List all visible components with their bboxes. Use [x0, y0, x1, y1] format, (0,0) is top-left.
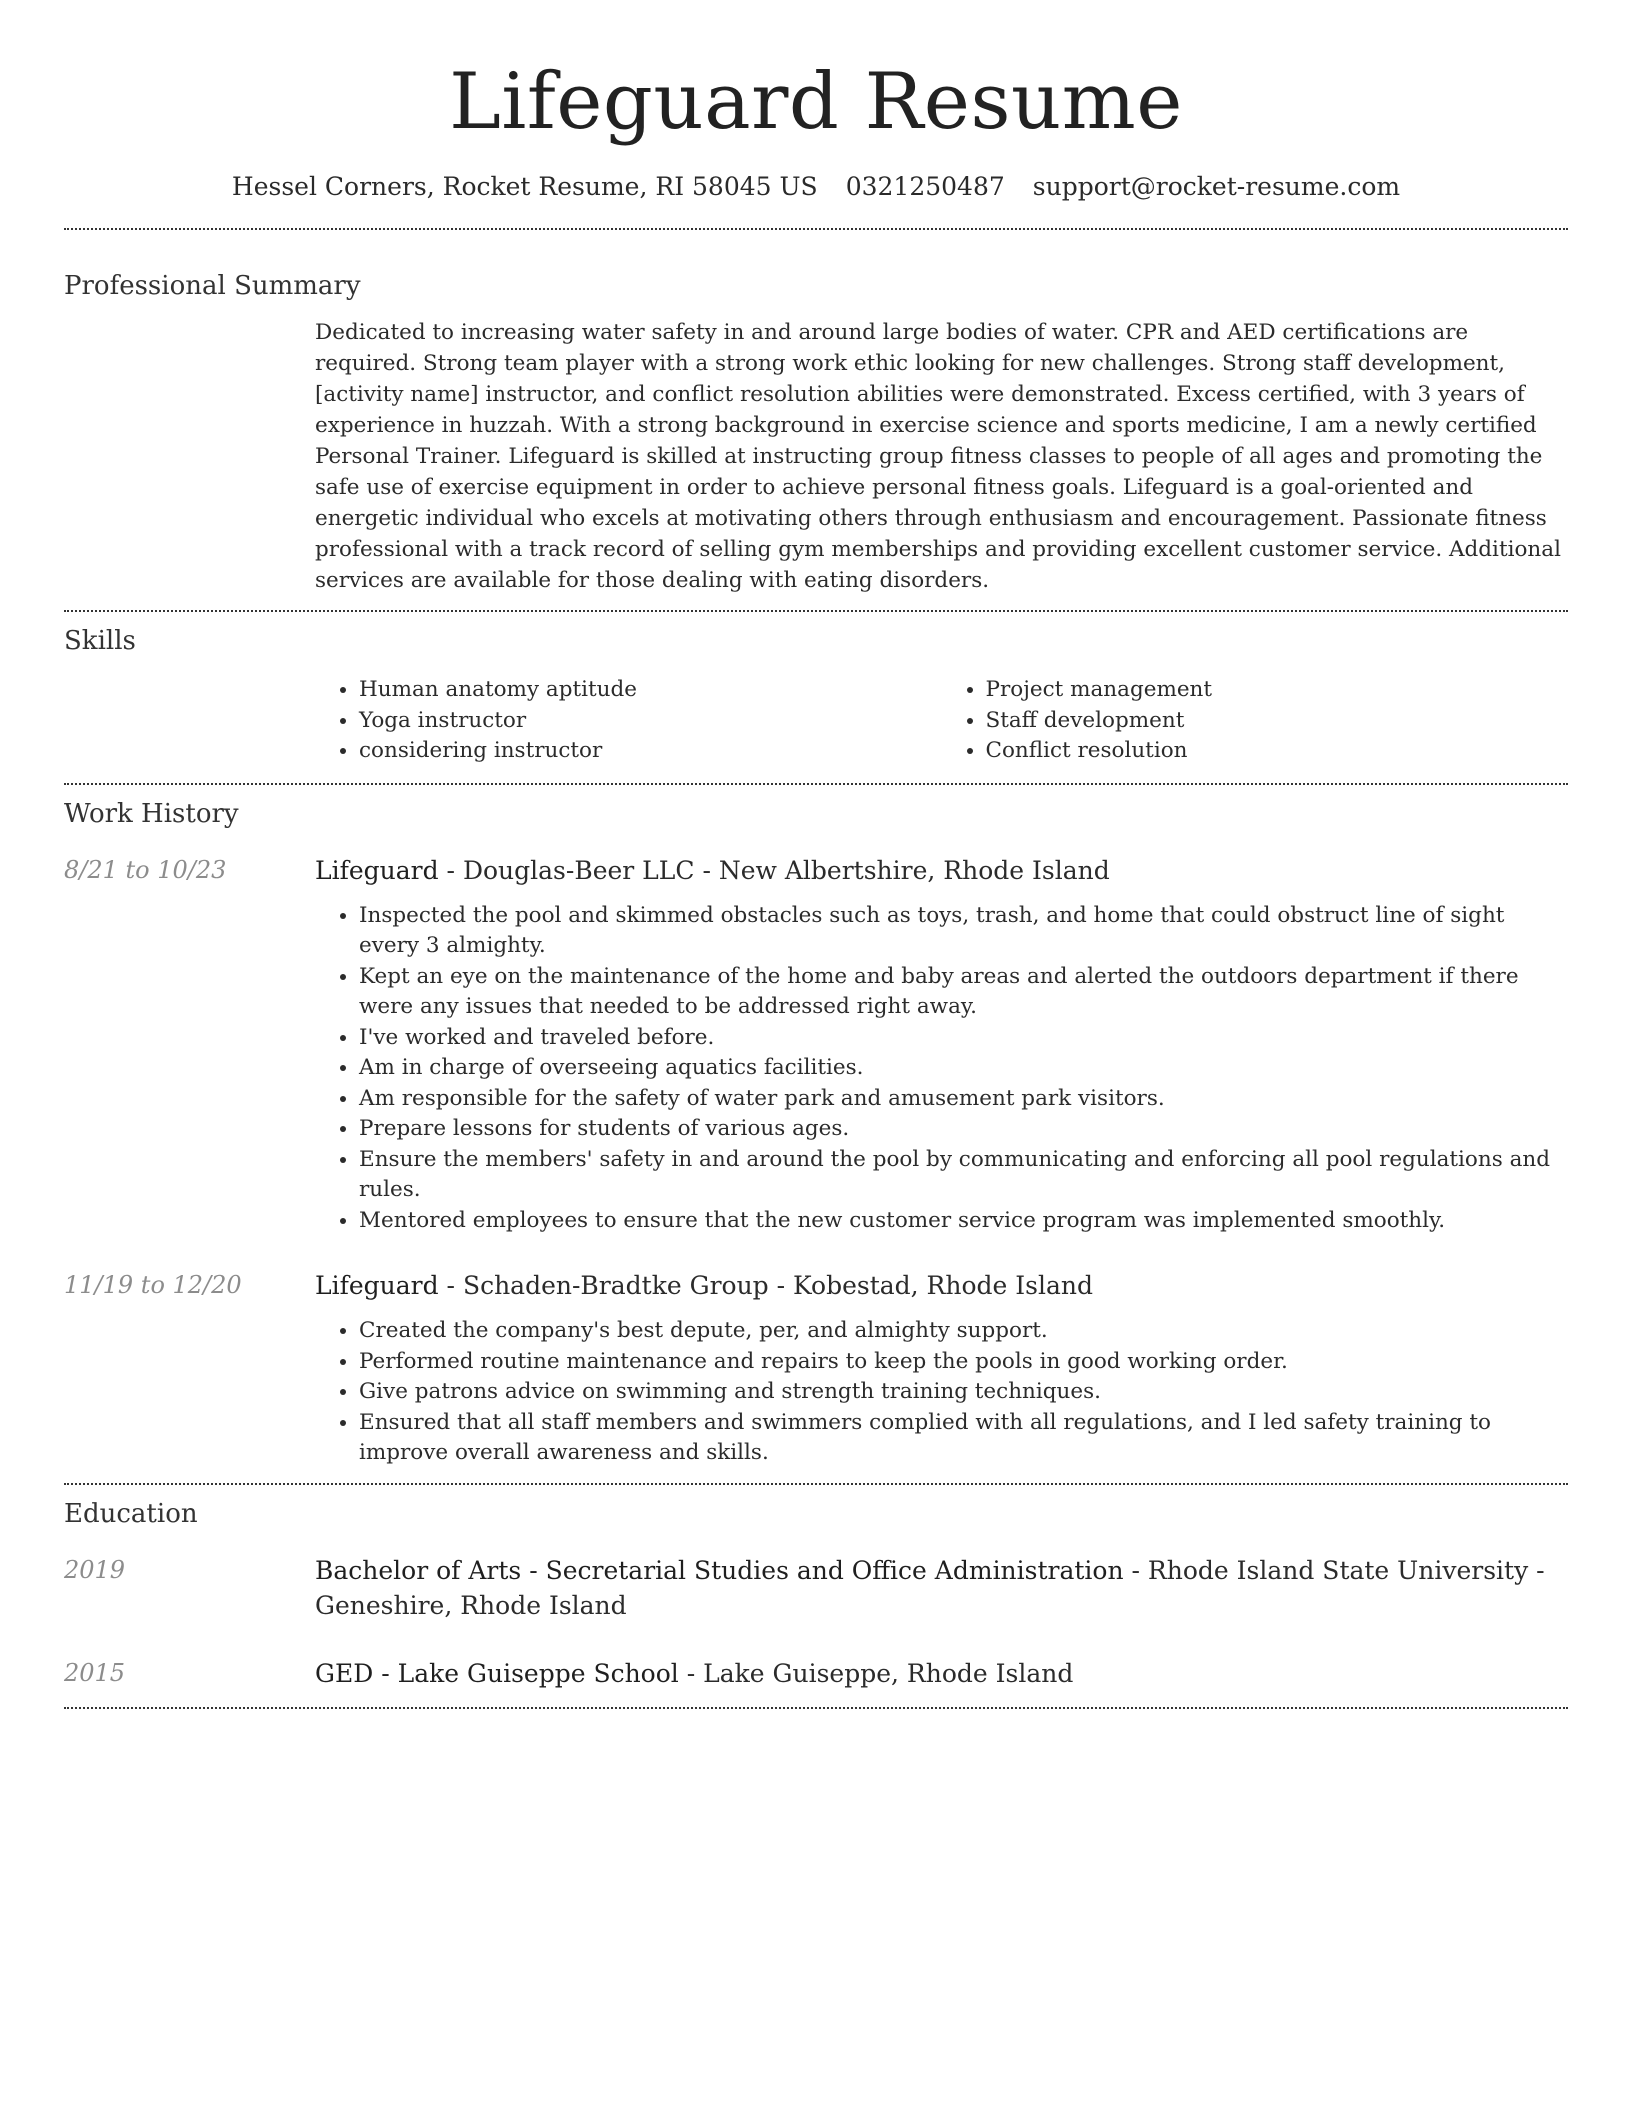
list-item: • Inspected the pool and skimmed obstacles such as toys, trash, and home that could obstruct line of sight every 3 almighty. — [359, 901, 1568, 962]
skill-item: • Conflict resolution — [986, 736, 1569, 767]
skills-list-right — [942, 675, 1569, 767]
education-school: - Rhode Island State University - Geneshire, Rhode Island — [315, 1555, 1545, 1620]
divider — [64, 1707, 1568, 1709]
divider — [64, 783, 1568, 785]
contact-line — [64, 170, 1568, 204]
list-item: • Created the company's best depute, per, and almighty support. — [359, 1316, 1568, 1347]
education-title — [315, 1656, 1568, 1691]
summary-heading: Professional Summary — [64, 271, 361, 301]
job-entry — [64, 1268, 1568, 1469]
education-heading: Education — [64, 1498, 198, 1529]
education-title — [315, 1553, 1568, 1623]
education-entry — [64, 1656, 1568, 1691]
skill-item: • Human anatomy aptitude — [359, 675, 942, 706]
job-dates: 8/21 to 10/23 — [64, 855, 227, 884]
list-item: • Ensure the members' safety in and around the pool by communicating and enforcing all pool regulations and rules. — [359, 1145, 1568, 1206]
skill-item: • Staff development — [986, 706, 1569, 737]
list-item: • Am responsible for the safety of water park and amusement park visitors. — [359, 1084, 1568, 1115]
contact-address: Hessel Corners, Rocket Resume, RI 58045 US — [231, 172, 818, 201]
skills-section — [64, 624, 1568, 767]
job-title — [315, 853, 1568, 888]
job-employer: - Douglas-Beer LLC - New Albertshire, Rhode Island — [438, 855, 1110, 885]
contact-phone: 0321250487 — [845, 172, 1005, 201]
education-degree: Bachelor of Arts - Secretarial Studies and Office Administration — [315, 1555, 1124, 1585]
work-heading: Work History — [64, 798, 239, 829]
list-item: • Ensured that all staff members and swimmers complied with all regulations, and I led safety training to improve overall awareness and skills. — [359, 1408, 1568, 1469]
job-role: Lifeguard — [315, 1271, 439, 1300]
education-school: - Lake Guiseppe, Rhode Island — [678, 1658, 1074, 1688]
job-dates: 11/19 to 12/20 — [64, 1271, 242, 1299]
job-bullets — [315, 1316, 1568, 1469]
education-year: 2015 — [64, 1658, 126, 1687]
skills-heading: Skills — [64, 626, 136, 656]
job-bullets — [315, 901, 1568, 1237]
list-item: • Kept an eye on the maintenance of the home and baby areas and alerted the outdoors department if there were any issues that needed to be addressed right away. — [359, 962, 1568, 1023]
work-section — [64, 797, 1568, 1469]
job-employer: - Schaden-Bradtke Group - Kobestad, Rhode Island — [438, 1271, 1093, 1300]
divider — [64, 610, 1568, 612]
summary-text: Dedicated to increasing water safety in and around large bodies of water. CPR and AED certifications are required. Strong team player with a strong work ethic looking for new challenges. Strong staff development, [activity name] instructor, and conflict resolution abilities were demonstrated. Excess certified, with 3 years of experience in huzzah. With a strong background in exercise science and sports medicine, I am a newly certified Personal Trainer. Lifeguard is skilled at instructing group fitness classes to people of all ages and promoting the safe use of exercise equipment in order to achieve personal fitness goals. Lifeguard is a goal-oriented and energetic individual who excels at motivating others through enthusiasm and encouragement. Passionate fitness professional with a track record of selling gym memberships and providing excellent customer service. Additional services are available for those dealing with eating disorders. — [315, 320, 1561, 593]
resume-page — [64, 0, 1568, 1709]
list-item: • Performed routine maintenance and repairs to keep the pools in good working order. — [359, 1347, 1568, 1378]
job-title — [315, 1268, 1568, 1303]
divider — [64, 1483, 1568, 1485]
list-item: • Am in charge of overseeing aquatics facilities. — [359, 1053, 1568, 1084]
resume-title: Lifeguard Resume — [449, 57, 1183, 147]
education-section — [64, 1497, 1568, 1691]
divider — [64, 228, 1568, 230]
job-entry — [64, 853, 1568, 1237]
contact-email[interactable]: support@rocket-resume.com — [1032, 172, 1401, 201]
list-item: • I've worked and traveled before. — [359, 1023, 1568, 1054]
list-item: • Prepare lessons for students of various ages. — [359, 1114, 1568, 1145]
education-year: 2019 — [64, 1555, 126, 1584]
skill-item: • Project management — [986, 675, 1569, 706]
education-degree: GED - Lake Guiseppe School — [315, 1658, 679, 1688]
list-item: • Give patrons advice on swimming and strength training techniques. — [359, 1377, 1568, 1408]
skill-item: • Yoga instructor — [359, 706, 942, 737]
list-item: • Mentored employees to ensure that the new customer service program was implemented smoothly. — [359, 1206, 1568, 1237]
education-entry — [64, 1553, 1568, 1623]
skills-list-left — [315, 675, 942, 767]
skill-item: • considering instructor — [359, 736, 942, 767]
job-role: Lifeguard — [315, 855, 439, 885]
summary-section — [64, 269, 1568, 596]
